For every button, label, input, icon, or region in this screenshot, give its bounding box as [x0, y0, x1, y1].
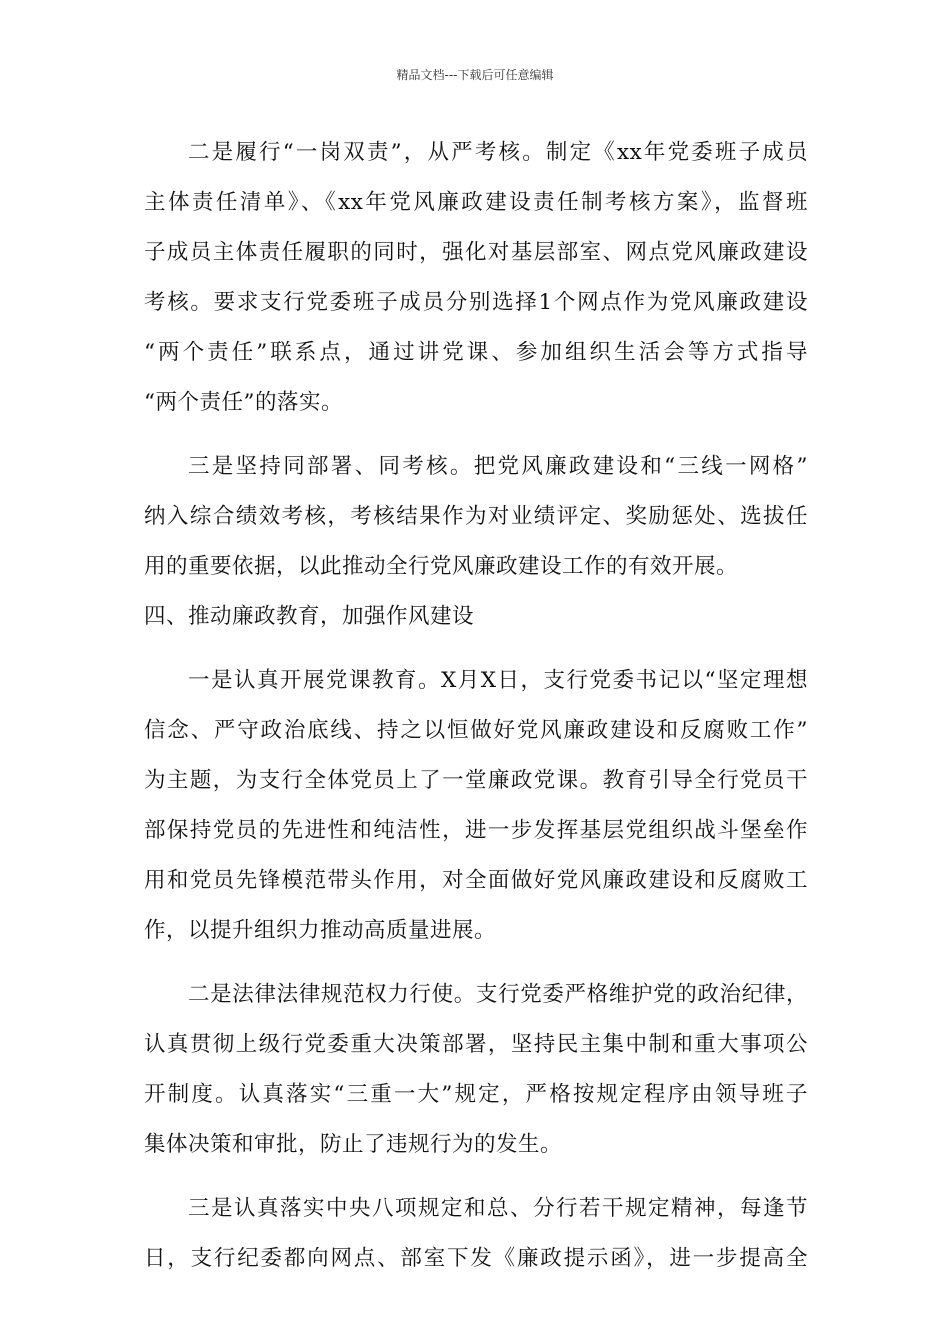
paragraph	[144, 1184, 808, 1284]
text-line: 纳入综合绩效考核，考核结果作为对业绩评定、奖励惩处、选拔任	[144, 504, 808, 529]
text-line: 用和党员先锋模范带头作用，对全面做好党风廉政建设和反腐败工	[144, 868, 808, 893]
text-line: 为主题，为支行全体党员上了一堂廉政党课。教育引导全行党员干	[144, 768, 808, 793]
text-line: “两个责任”联系点，通过讲党课、参加组织生活会等方式指导	[144, 340, 808, 365]
text-line: 三是认真落实中央八项规定和总、分行若干规定精神，每逢节	[188, 1196, 808, 1221]
text-line: 考核。要求支行党委班子成员分别选择1个网点作为党风廉政建设	[144, 290, 808, 315]
text-line: 开制度。认真落实“三重一大”规定，严格按规定程序由领导班子	[144, 1082, 808, 1107]
text-line: 集体决策和审批，防止了违规行为的发生。	[144, 1132, 563, 1157]
text-line: 部保持党员的先进性和纯洁性，进一步发挥基层党组织战斗堡垒作	[144, 818, 808, 843]
paragraph	[144, 128, 808, 428]
text-line: 一是认真开展党课教育。X月X日，支行党委书记以“坚定理想	[188, 668, 808, 693]
text-line: 二是履行“一岗双责”，从严考核。制定《xx年党委班子成员	[188, 140, 808, 165]
text-line: 三是坚持同部署、同考核。把党风廉政建设和“三线一网格”	[188, 454, 808, 479]
text-line: 用的重要依据，以此推动全行党风廉政建设工作的有效开展。	[144, 554, 739, 579]
text-line: 主体责任清单》、《xx年党风廉政建设责任制考核方案》，监督班	[144, 190, 808, 215]
paragraph	[144, 656, 808, 956]
text-line: 作，以提升组织力推动高质量进展。	[144, 918, 497, 943]
text-line: 子成员主体责任履职的同时，强化对基层部室、网点党风廉政建设	[144, 240, 808, 265]
page-header: 精品文档---下载后可任意编辑	[396, 68, 554, 82]
section-heading: 四、推动廉政教育，加强作风建设	[144, 604, 475, 629]
text-line: 信念、严守政治底线、持之以恒做好党风廉政建设和反腐败工作”	[144, 718, 808, 743]
text-line: “两个责任”的落实。	[144, 390, 343, 415]
paragraph	[144, 970, 808, 1170]
text-line: 日，支行纪委都向网点、部室下发《廉政提示函》，进一步提高全	[144, 1246, 808, 1271]
paragraph	[144, 442, 808, 592]
document-body	[144, 128, 808, 1284]
text-line: 二是法律法律规范权力行使。支行党委严格维护党的政治纪律，	[188, 982, 808, 1007]
text-line: 认真贯彻上级行党委重大决策部署，坚持民主集中制和重大事项公	[144, 1032, 808, 1057]
